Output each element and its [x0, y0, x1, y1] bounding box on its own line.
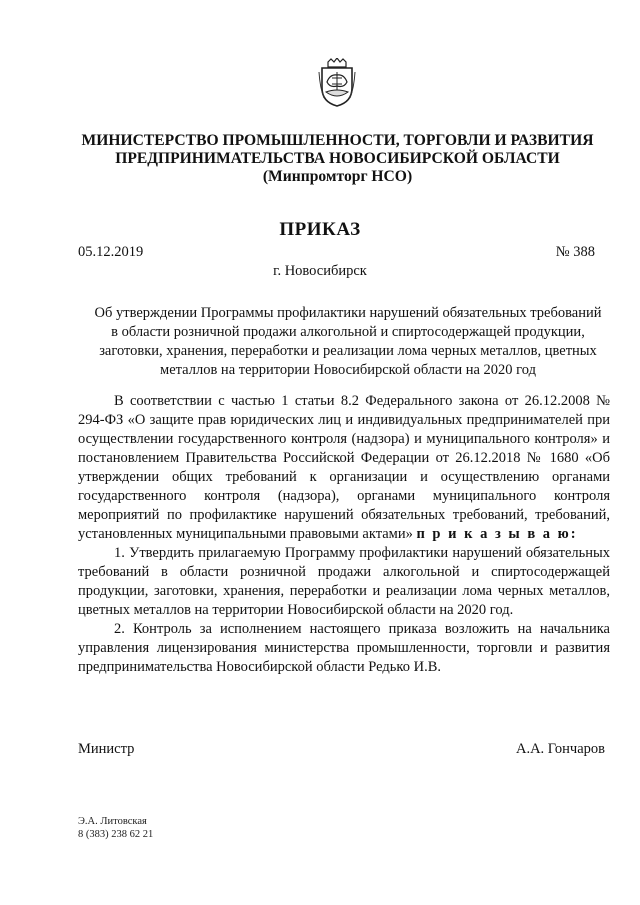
preamble-text: В соответствии с частью 1 статьи 8.2 Федерального закона от 26.12.2008 № 294-ФЗ «О защите прав юридических лиц и индивидуальных предпринимателей при осуществлении государственного контроля (надзора) и муниципального контроля» и постановлением Правительства Российской Федерации от 26.12.2018 № 1680 «Об утверждении общих требований к организации и осуществлению органами государственного контроля (надзора), органами муниципального контроля мероприятий по профилактике нарушений обязательных требований, требований, установленных муниципальными правовыми актами»: [78, 393, 610, 542]
decree-word: п р и к а з ы в а ю:: [416, 526, 578, 542]
order-subject: Об утверждении Программы профилактики нарушений обязательных требований в области розничной продажи алкогольной и спиртосодержащей продукции, заготовки, хранения, переработки и реализации лома черных металлов, цветных металлов на территории Новосибирской области на 2020 год: [94, 305, 602, 378]
preamble-paragraph: [78, 392, 610, 544]
coat-of-arms-icon: [318, 58, 356, 108]
ministry-name-line1: МИНИСТЕРСТВО ПРОМЫШЛЕННОСТИ, ТОРГОВЛИ И РАЗВИТИЯ: [81, 132, 594, 149]
executor-name: Э.А. Литовская: [78, 816, 147, 827]
order-body: [78, 392, 610, 677]
order-number: № 388: [555, 244, 595, 260]
order-item-2: 2. Контроль за исполнением настоящего приказа возложить на начальника управления лицензирования министерства промышленности, торговли и развития предпринимательства Новосибирской области Редько И.В.: [78, 621, 610, 675]
ministry-short-name: (Минпромторг НСО): [262, 168, 413, 185]
signatory-name: А.А. Гончаров: [515, 741, 605, 757]
order-item-1: 1. Утвердить прилагаемую Программу профилактики нарушений обязательных требований в области розничной продажи алкогольной и спиртосодержащей продукции, заготовки, хранения, переработки и реализации лома черных металлов, цветных металлов на территории Новосибирской области на 2020 год.: [78, 545, 610, 618]
ministry-header: [60, 132, 615, 186]
ministry-name-line2: ПРЕДПРИНИМАТЕЛЬСТВА НОВОСИБИРСКОЙ ОБЛАСТИ: [115, 150, 560, 167]
order-city: г. Новосибирск: [273, 263, 367, 279]
executor-info: [78, 815, 153, 841]
executor-phone: 8 (383) 238 62 21: [78, 829, 154, 840]
signatory-role: Министр: [78, 741, 135, 757]
order-date: 05.12.2019: [78, 244, 144, 260]
order-title: ПРИКАЗ: [279, 219, 361, 240]
